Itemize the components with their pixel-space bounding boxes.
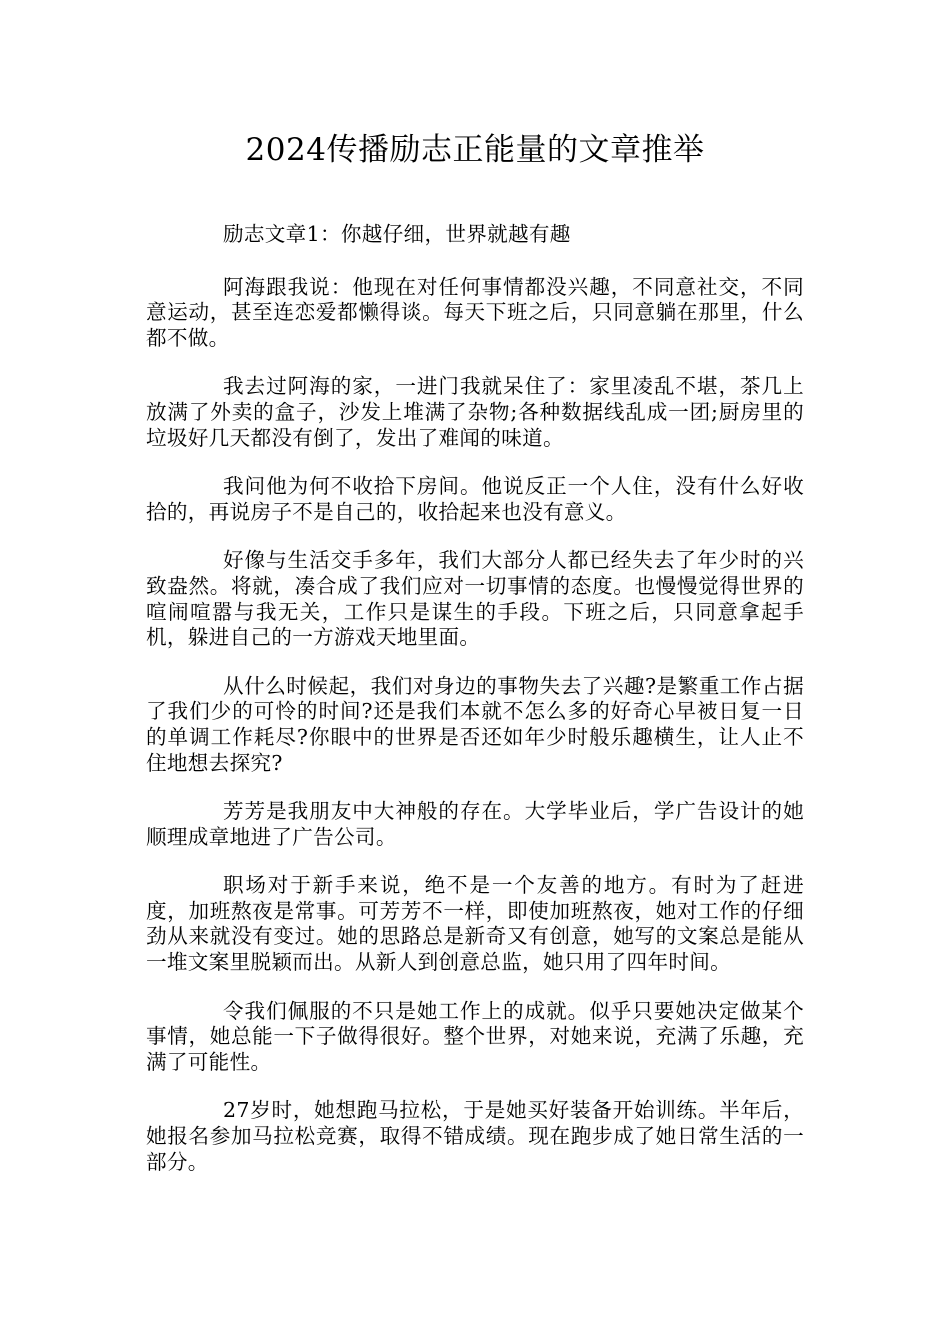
page-title: 2024传播励志正能量的文章推举 (245, 132, 705, 168)
article-body (146, 222, 804, 1198)
paragraph: 令我们佩服的不只是她工作上的成就。似乎只要她决定做某个事情，她总能一下子做得很好。整个世界，对她来说，充满了乐趣，充满了可能性。 (146, 998, 804, 1074)
paragraph: 27岁时，她想跑马拉松，于是她买好装备开始训练。半年后，她报名参加马拉松竞赛，取得不错成绩。现在跑步成了她日常生活的一部分。 (146, 1098, 804, 1174)
paragraph: 阿海跟我说：他现在对任何事情都没兴趣，不同意社交，不同意运动，甚至连恋爱都懒得谈。每天下班之后，只同意躺在那里，什么都不做。 (146, 274, 804, 350)
paragraph: 芳芳是我朋友中大神般的存在。大学毕业后，学广告设计的她顺理成章地进了广告公司。 (146, 799, 804, 849)
paragraph: 我问他为何不收拾下房间。他说反正一个人住，没有什么好收拾的，再说房子不是自己的，收拾起来也没有意义。 (146, 474, 804, 524)
section-heading: 励志文章1：你越仔细，世界就越有趣 (223, 222, 571, 246)
paragraph: 职场对于新手来说，绝不是一个友善的地方。有时为了赶进度，加班熬夜是常事。可芳芳不一样，即使加班熬夜，她对工作的仔细劲从来就没有变过。她的思路总是新奇又有创意，她写的文案总是能从一堆文案里脱颖而出。从新人到创意总监，她只用了四年时间。 (146, 873, 804, 975)
paragraph: 好像与生活交手多年，我们大部分人都已经失去了年少时的兴致盎然。将就，凑合成了我们应对一切事情的态度。也慢慢觉得世界的喧闹喧嚣与我无关，工作只是谋生的手段。下班之后，只同意拿起手机，躲进自己的一方游戏天地里面。 (146, 548, 804, 650)
paragraph: 从什么时候起，我们对身边的事物失去了兴趣?是繁重工作占据了我们少的可怜的时间?还是我们本就不怎么多的好奇心早被日复一日的单调工作耗尽?你眼中的世界是否还如年少时般乐趣横生，让人止不住地想去探究? (146, 673, 804, 775)
paragraph: 我去过阿海的家，一进门我就呆住了：家里凌乱不堪，茶几上放满了外卖的盒子，沙发上堆满了杂物;各种数据线乱成一团;厨房里的垃圾好几天都没有倒了，发出了难闻的味道。 (146, 374, 804, 450)
